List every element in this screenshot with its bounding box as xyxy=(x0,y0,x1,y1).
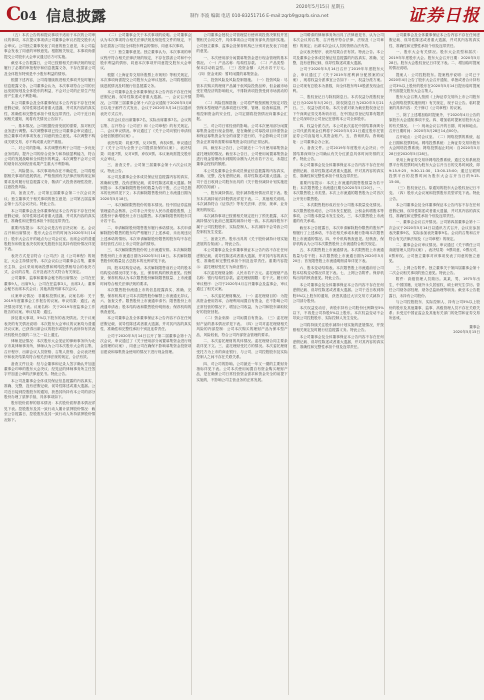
announcement-paragraph: 公司将持续关注股东减持计划实施的进展情况，并按照相关规定及时履行信息披露义务。特此公告。 xyxy=(292,322,384,333)
announcement-paragraph: 二、投资风险及风险控制措施。（一）投资风险：尽管本次购买的理财产品属于低风险投资品种，但金融市场受宏观经济的影响较大，不排除该项投资受到市场波动的影响。 xyxy=(196,78,288,99)
announcement-paragraph: 本公司董事会及全体董事保证本公告内容不存在任何虚假记载、误导性陈述或者重大遗漏，并对其内容的真实性、准确性和完整性承担个别及连带责任。 xyxy=(100,316,192,332)
signature-line: 2020年5月15日 xyxy=(453,329,481,334)
announcement-paragraph: 表决方式是否符合《公司法》及《公司章程》的规定，大会主持情况等。本次会议由公司董事会召集，董事长主持，会议采用现场投票和网络投票相结合的表决方式，会议的召集、召开及表决方式符合有关规定。 xyxy=(4,253,96,275)
text-column-2 xyxy=(100,33,192,695)
announcement-paragraph: 与公司控股股东、实际控制人、持有公司5%以上股份的股东及其他董事、监事、高级管理人员不存在关联关系；未受过中国证监会及其他有关部门的处罚和证券交易所惩戒。 xyxy=(388,300,481,321)
announcement-paragraph: 股东股份质押的基本情况：本次股份质押基本情况详见下表。控股股东及其一致行动人累计质押股份情况：截至公告披露日，控股股东及其一致行动人所持质押股份情况如下。 xyxy=(4,401,96,422)
announcement-paragraph: （三）独立董事意见。独立董事认为，本次事项的审议程序符合相关法律法规的规定，不存在损害公司和中小股东利益的情形，同意本次事项并同意提交股东大会审议。 xyxy=(100,50,192,71)
announcement-paragraph: 五、本次限售股上市流通情况。本次限售股上市流通数量为若干股；本次限售股上市流通日期为2020年5月20日；首发限售股上市流通明细清单详见下表。 xyxy=(292,248,384,264)
announcement-paragraph: 本次权益变动后，该股东持有公司股份比例降至5%以下，不再是公司持股5%以上股东。本次权益变动不会导致公司控股股东、实际控制人发生变化。 xyxy=(292,305,384,321)
announcement-paragraph: 本公司董事会及全体董事保证本公告内容不存在任何虚假记载、误导性陈述或者重大遗漏。公司于近日收到持股5%以上股东的通知，获悉其通过大宗交易方式减持了公司部分股份。 xyxy=(292,282,384,304)
announcement-paragraph: （二）公司董事会关于本次事项的说明。公司董事会认为本次事项符合相关法律法规及规范性文件的规定，不存在损害公司及全体股东利益的情形，同意本次事项。 xyxy=(100,33,192,48)
contact-line: 制作 李波 编辑 电话 010-83251716 E-mail:zqrb9@zqrb.sina.net xyxy=(190,14,329,19)
announcement-paragraph: 一、本次委托理财概况。（一）委托理财目的：为提高资金使用效率，合理利用闲置自有资金，在不影响公司正常经营的情况下，增加公司收益，为公司和股东谋取较好的投资回报。 xyxy=(196,293,288,314)
text-column-3 xyxy=(196,33,288,695)
announcement-paragraph: 会议表决程序、表决结果合法有效。特此公告。本公司及董事会全体成员保证信息披露的内容真实、准确、完整，没有虚假记载、误导性陈述或重大遗漏。 xyxy=(292,50,384,66)
announcement-paragraph: 表决结果：同意7票，反对0票，弃权0票。审议通过了《关于公司为全资子公司提供担保的议案》，表决结果：同意7票，反对0票，弃权0票。本议案尚需提交股东大会审议。 xyxy=(100,140,192,161)
text-column-5 xyxy=(389,33,480,695)
announcement-paragraph: 四、备查文件。公司第五届董事会第二十次会议决议；独立董事关于相关事项的独立意见；公司第五届监事会第十五次会议决议。特此公告。 xyxy=(4,191,96,207)
announcement-paragraph: 二、对公司的影响。本次调整有利于公司进一步优化业务结构，提升公司的综合竞争力和持续盈利能力，符合公司的发展战略和全体股东的利益。本次调整不会对公司的财务状况和经营成果产生重大不利影响。 xyxy=(4,146,96,167)
announcement-paragraph: 本公司及董事会全体成员保证信息披露内容的真实、准确和完整，没有虚假记载、误导性陈述或重大遗漏。特别提示：本次解除限售股份的数量为若干股，占公司总股本的比例详见下文；本次解除限售股份的上市流通日期为2020年5月18日。 xyxy=(100,175,192,201)
announcement-paragraph: 一、本次使用部分闲置募集资金进行现金管理的基本情况。（一）产品名称：结构性存款。（二）产品类型：保本浮动收益型。（三）投资金额：人民币若干万元。（四）资金来源：暂时闲置的募集资金。 xyxy=(196,55,288,76)
announcement-paragraph: 本次委托理财金额：人民币若干万元。委托理财产品名称：银行结构性存款。委托理财期限：若干天。履行的审议程序：公司于2020年4月召开董事会及监事会，审议通过了相关议案。 xyxy=(196,271,288,292)
announcement-paragraph: 二、申请解除股份限售股东履行承诺情况。本次申请解除股份限售的股东均严格履行了上述承诺，未出现违反上述承诺的情形。本次申请解除股份限售的股东均不存在非经营性占用上市公司资金的情形。 xyxy=(100,225,192,247)
announcement-paragraph: 律师见证情况：本次股东大会见证的律师事务所为北京市某律师事务所，律师认为公司本次股东大会的召集、召开程序、出席会议人员资格、召集人资格、会议表决程序和表决结果均符合相关法律法规的规定，合法有效。 xyxy=(4,338,96,360)
announcement-paragraph: 本公司董事会及全体董事保证本公告内容不存在任何虚假记载、误导性陈述或者重大遗漏，并对其内容的真实性、准确性和完整性承担个别及连带责任。重要内容提示：委托理财受托方为商业银行。 xyxy=(196,248,288,269)
section-title: 信息披露 xyxy=(46,7,107,25)
announcement-paragraph: 采用上海证券交易所网络投票系统，通过交易系统投票平台的投票时间为股东大会召开当日的交易时间段，即9:15-9:25，9:30-11:30，13:00-15:00；通过互联网投票平台的投票时间为股东大会召开当日的9:15-15:00。 xyxy=(388,157,481,184)
announcement-paragraph: 召开地点：公司会议室。（二）网络投票的系统、起止日期和投票时间。网络投票系统：上海证券交易所股东大会网络投票系统；网络投票起止时间：自2020年5月28日至2020年5月28日。 xyxy=(388,135,481,156)
announcement-paragraph: 三、备查文件。股东出具的《关于股份减持计划实施进展的告知函》。特此公告。 xyxy=(196,236,288,247)
page-number: C04 xyxy=(6,3,37,25)
announcement-paragraph: 六、备查文件。公司2019年年度股东大会决议；中国结算深圳分公司确认有关分红派息具体时间安排的文件。特此公告。 xyxy=(292,146,384,161)
announcement-paragraph: 一、基本情况。公司根据经营发展的需要，拟对相关业务进行调整。本次调整事项已经公司董事会审议通过，独立董事对该事项发表了同意的独立意见。本次调整不构成关联交易，亦不构成重大资产重组。 xyxy=(4,123,96,144)
masthead xyxy=(0,0,484,32)
announcement-paragraph: 四、截至本公告日，公司最近十二个月使用募集资金委托理财的情况。截至本公告日，公司使用闲置募集资金进行现金管理尚未到期的余额为人民币若干万元，未超过董事会授权的额度。 xyxy=(196,146,288,167)
announcement-paragraph: 公司聘请的律师事务所出具了法律意见书，认为公司本次会议的召集、召开程序符合法律、法规及《公司章程》的规定；出席本次会议人员的资格合法有效。 xyxy=(292,33,384,48)
announcement-paragraph: 股东大会召集人按照《上海证券交易所上市公司股东大会网络投票实施细则》有关规定，现予以公告。临时提案的具体内容：关于修订《公司章程》的议案。 xyxy=(388,95,481,111)
announcement-paragraph: 六、股本变动结构表。本次限售股上市流通前后公司股本结构变动情况详见下表。七、上网公告附件。保荐机构出具的核查意见。特此公告。 xyxy=(292,265,384,281)
announcement-paragraph: 二、本次限售股形成后至今公司股本数量变化情况。本次限售股形成后，公司未发生配股、公积金转增股本等事项，公司股本数量未发生变化。三、本次限售股上市流通的有关承诺。 xyxy=(292,203,384,224)
announcement-paragraph: 公司董事、监事和董事会秘书的出席情况：公司在任董事9人，出席9人；公司在任监事3人，出席3人；董事会秘书出席本次会议；其他高管列席本次会议。 xyxy=(4,276,96,292)
announcement-paragraph: 公司董事会及全体董事保证本公告内容不存在任何虚假记载、误导性陈述或者重大遗漏，并对其内容的真实性、准确性和完整性承担个别及连带责任。 xyxy=(388,33,481,48)
announcement-paragraph: 一、本次解除限售股份的基本情况。经中国证券监督管理委员会核准，公司非公开发行人民币普通股股票，上述股份于新增股份上市日起限售。本次解除限售的股东共计若干名。 xyxy=(100,203,192,224)
text-column-1 xyxy=(4,33,96,695)
announcement-paragraph: 一、股东大会有关情况。股东大会类型和届次：2019年年度股东大会。股东大会召开日期：2020年5月28日。股东大会股权登记日详见下表。二、增加临时提案的情况说明。 xyxy=(388,50,481,71)
announcement-paragraph: 本公司及董事会全体成员保证信息披露的内容真实、准确、完整，没有虚假记载、误导性陈述或重大遗漏。公司于近日收到公司股东出具的《关于股份减持计划实施进展的告知函》。 xyxy=(196,168,288,189)
announcement-paragraph: 附件：高级管理人员简历。某某，男，1975年出生，中国国籍，无境外永久居留权，硕士研究生学历。曾任公司财务部经理、财务总监助理等职务。截至本公告披露日，未持有公司股份。 xyxy=(388,277,481,298)
announcement-paragraph: 本次限售股份流通上市的信息披露真实、准确、完整，保荐机构对公司本次限售股份解禁上市流通无异议。六、备查文件。限售股份上市流通申请书；限售股份上市流通申请表；股本结构表和限售股份明细表；保荐机构的核查意见。 xyxy=(100,288,192,314)
text-column-4 xyxy=(293,33,385,695)
announcement-paragraph: 备查文件目录：经与会董事和记录人签字确认并加盖董事会印章的股东大会决议；经见证的律师事务所主任签字并加盖公章的法律意见书。特此公告。 xyxy=(4,361,96,377)
announcement-paragraph: 四、对公司的影响。公司最近一年又一期的主要财务指标详见下表。公司本次使用闲置自有资金购买理财产品，是在确保公司日常经营资金需求和资金安全的前提下实施的，不影响公司主营业务的正常发展。 xyxy=(196,361,288,382)
announcement-paragraph: 本公司董事会及全体董事保证本公告内容不存在任何虚假记载、误导性陈述或者重大遗漏。一、会议召开情况。公司第三届董事会第十六次会议通知于2020年5月8日以电子邮件方式发出，会议于2020年5月14日以通讯表决方式召开。 xyxy=(100,90,192,116)
announcement-paragraph: 重要内容提示：本次上市流通的限售股数量为若干股；本次限售股上市流通日期为2020年5月20日。一、本次限售股上市类型。本次上市流通的限售股为公司首次公开发行限售股。 xyxy=(292,180,384,201)
announcement-paragraph: 三、上网公告附件。独立董事关于第四届董事会第十二次会议相关事项的独立意见。特此公告。 xyxy=(388,265,481,276)
announcement-paragraph: 四、股本结构变动表。本次解除限售前后公司的股本结构变动情况详见下表。五、保荐机构的核查意见。经核查，保荐机构认为本次限售股份解除限售数量、上市流通时间符合相关法律法规的要求。 xyxy=(100,265,192,286)
article-columns xyxy=(4,33,480,695)
announcement-paragraph: 截至本公告披露日，公司已按照相关法律法规的规定履行了必要的审批程序和信息披露义务，不存在损害公司及全体股东特别是中小股东利益的情形。 xyxy=(4,61,96,76)
announcement-paragraph: 本公司董事会及全体董事保证本公告内容不存在任何虚假记载、误导性陈述或者重大遗漏，并对其内容的真实性、准确性和完整性承担个别及连带责任。 xyxy=(388,203,481,218)
announcement-paragraph: 根据下述内容，公司将继续推进相关事项并及时履行信息披露义务。公司董事会认为，本次事项符合公司的长远发展规划及全体股东的利益，不会对公司的正常生产经营产生重大不利影响。 xyxy=(4,78,96,99)
announcement-paragraph: 本公司董事会及全体董事保证本公告内容不存在任何虚假记载、误导性陈述或者重大遗漏，并对其内容的真实性、准确性和完整性承担个别及连带责任。 xyxy=(4,208,96,224)
announcement-paragraph: 本公司董事会及全体董事保证本公告内容不存在任何虚假记载、误导性陈述或者重大遗漏，并对其内容的真实性、准确性和完整性承担个别及连带责任。 xyxy=(292,334,384,350)
announcement-paragraph: 提案人：公司控股股东。提案程序说明：公司已于2020年4月公告了股东大会召开通知，单独或者合计持有公司3%以上股份的股东在2020年5月14日提出临时提案并书面提交股东大会召集人。 xyxy=(388,72,481,94)
announcement-paragraph: （三）股权登记日。原通知的股东大会股权登记日不变。（四）股东大会议案和投票股东类型详见下表。特此公告。 xyxy=(388,185,481,201)
announcement-paragraph: 三、备查文件。公司第三届董事会第十六次会议决议。特此公告。 xyxy=(100,163,192,173)
signature-line: 董事会 xyxy=(469,324,481,329)
announcement-paragraph: （五）本次公告的和提议事项不适用于本次的公司审议的事项，本次提议事项请公司董事会审议后提交股东大会审议。公司独立董事发表了同意的独立意见，本公司监事会发表了同意的审核意见。根据相关规定，本事项尚需提交公司股东大会审议通过后方可实施。 xyxy=(4,33,96,59)
announcement-paragraph: 根据《上海证券交易所股票上市规则》等相关规定，本次事项尚需提交公司股东大会审议批准。公司将根据后续进展情况及时履行信息披露义务。 xyxy=(100,72,192,88)
announcement-paragraph: 本公司及董事会全体成员保证信息披露的内容真实、准确、完整，没有虚假记载、误导性陈述或重大遗漏。公司近日接到控股股东的通知，获悉其所持有本公司的部分股份办理了质押手续，具体事项如下。 xyxy=(4,378,96,399)
announcement-paragraph: 一、董事会会议召开情况。公司第四届董事会第十二次会议于2020年5月14日以通讯方式召开，会议应参加表决董事9名，实际参加表决董事9名。会议的召集和召开符合有关法律法规及《公司章程》的规定。 xyxy=(388,220,481,241)
announcement-paragraph: 二、本次委托理财的具体情况。委托理财合同主要条款详见下文。三、委托理财受托方的情况。本次委托理财受托方为上市的商业银行，与公司、公司控股股东及实际控制人之间不存在关联关系。 xyxy=(196,338,288,360)
announcement-paragraph: （二）资金来源：公司闲置自有资金。（三）委托理财产品的基本情况详见下表。（四）公司对委托理财相关风险的内部控制：公司本次购买的理财产品为保本型产品，风险较低，符合公司内部资金管理的要求。 xyxy=(196,316,288,337)
announcement-paragraph: 本公司董事会及全体董事保证本公告内容不存在任何虚假记载、误导性陈述或者重大遗漏，并对其内容的真实性、准确性和完整性承担个别及连带责任。 xyxy=(292,163,384,179)
announcement-paragraph: 重要内容提示：本次会议是否有否决议案：无。会议召开和出席情况：股东大会召开的时间为2020年5月14日；股东大会召开的地点为公司会议室。出席会议的普通股股东和恢复表决权的优先股股东及其持有股份情况详见下表。 xyxy=(4,225,96,252)
announcement-paragraph: 三、除了上述增加临时提案外，于2020年4月公告的原股东大会通知事项不变。四、增加临时提案后股东大会的有关情况。（一）现场会议召开的日期、时间和地点。召开日期时间：2020年5月28日14点00分。 xyxy=(388,112,481,133)
newspaper-logo: 证券日报 xyxy=(408,6,480,26)
announcement-paragraph: 三、本次解除限售股份的上市流通安排。本次解除限售股份的上市流通日期为2020年5月18日。本次解除限售股份的数量及占总股本的比例详见下表。 xyxy=(100,248,192,264)
announcement-paragraph: 本次减持事项已按照相关规定进行了预先披露，本次减持情况与此前已披露的减持计划一致。本次减持股东不属于公司控股股东、实际控制人，本次减持不会导致公司控制权发生变更。 xyxy=(196,214,288,235)
announcement-paragraph: 涉及重大事项，5%以下股东的表决情况。关于议案表决的有关情况说明：本次股东大会审议的议案均为普通决议议案，已获得出席会议的股东或股东代表所持有效表决权股份总数的二分之一以上通过。 xyxy=(4,316,96,337)
announcement-paragraph: 四、权益分派方法。本公司此次委托中国结算深圳分公司代派的现金红利将于2020年5月21日通过股东托管证券公司直接划入其资金账户。五、咨询机构。咨询地址：公司董事会办公室。 xyxy=(292,123,384,144)
announcement-paragraph: 截至本公告披露日，本次申请解除股份限售的股东严格履行了上述承诺，不存在相关承诺未履行影响本次限售股上市流通的情况。四、中介机构核查意见。经核查，保荐机构认为公司本次限售股份上市流通符合相关规定。 xyxy=(292,225,384,247)
announcement-paragraph: 公司董事会授权公司管理层行使该项投资决策权并签署相关合同文件，具体事项由公司财务部负责组织实施。公司独立董事、监事会及保荐机构已分别对此发表了同意的意见。 xyxy=(196,33,288,54)
announcement-paragraph: 一、股东减持情况。股东减持股份情况详见下表。股东本次减持前后持股情况详见下表。二、其他相关说明。本次减持符合《证券法》等有关法律、法规、规章、业务规则的规定。 xyxy=(196,191,288,212)
announcement-paragraph: 公司于2020年5月14日召开了第二届董事会第十九次会议，审议通过了《关于使用部分闲置募集资金进行现金管理的议案》，同意公司在确保不影响募集资金投资项目建设和募集资金使用的情况下进行现金管理。 xyxy=(100,333,192,354)
date-line: 2020年5月15日 星期五 xyxy=(296,5,345,10)
announcement-paragraph: 本公司董事会及全体董事保证本公告内容不存在任何虚假记载、误导性陈述或者重大遗漏，并对其内容的真实性、准确性和完整性承担个别及连带责任。公司于近日收到相关通知，现将有关情况公告如下。 xyxy=(4,100,96,122)
announcement-paragraph: 二、股权登记日与除权除息日。本次权益分派股权登记日为2020年5月20日，除权除息日为2020年5月21日。三、权益分派对象。本次分派对象为截至股权登记日下午深圳证券交易所收市后，在中国证券登记结算有限责任公司深圳分公司登记在册的本公司全体股东。 xyxy=(292,95,384,122)
announcement-paragraph: 二、董事会会议审议情况。审议通过《关于聘任公司高级管理人员的议案》。表决结果：9票同意，0票反对，0票弃权。公司独立董事对该事项发表了同意的独立意见。 xyxy=(388,243,481,264)
announcement-paragraph: 公司于2020年5月14日召开了2019年年度股东大会，审议通过了《关于2019年度利润分配预案的议案》，现将权益分派事宜公告如下：一、权益分派方案。以公司现有总股本为基数，向全体股东每10股派发现金红利。 xyxy=(292,67,384,94)
announcement-paragraph: 议案审议情况：非累积投票议案。议案名称：关于2019年度董事会工作报告的议案。审议结果：通过。表决情况详见下表。议案名称：关于2019年度监事会工作报告的议案。审议结果：通过。 xyxy=(4,293,96,314)
announcement-paragraph: （二）风险控制措施：公司将严格按照相关规定对投资保本型理财产品事项进行决策、管理、检查和监督，严格控制资金的安全性，公司定期将投资情况向董事会汇报。 xyxy=(196,100,288,122)
announcement-paragraph: 本次会议应出席董事7名，实际出席董事7名。会议的召集、召开符合《公司法》和《公司章程》的有关规定。二、会议审议情况。审议通过了《关于公司向银行申请综合授信额度的议案》。 xyxy=(100,118,192,139)
announcement-signature xyxy=(389,325,480,335)
announcement-paragraph: 三、风险提示。本次事项尚存在不确定性，公司将根据相关事项的进展情况，严格按照有关法律法规的规定和要求及时履行信息披露义务，敬请广大投资者理性投资，注意投资风险。 xyxy=(4,168,96,189)
announcement-paragraph: 三、对公司日常经营的影响。公司本次使用部分闲置募集资金进行现金管理，是在确保公司募投项目所需资金和保证募集资金安全的前提下进行的，不会影响公司日常资金正常周转需要和募集资金项目的正常运转。 xyxy=(196,123,288,144)
